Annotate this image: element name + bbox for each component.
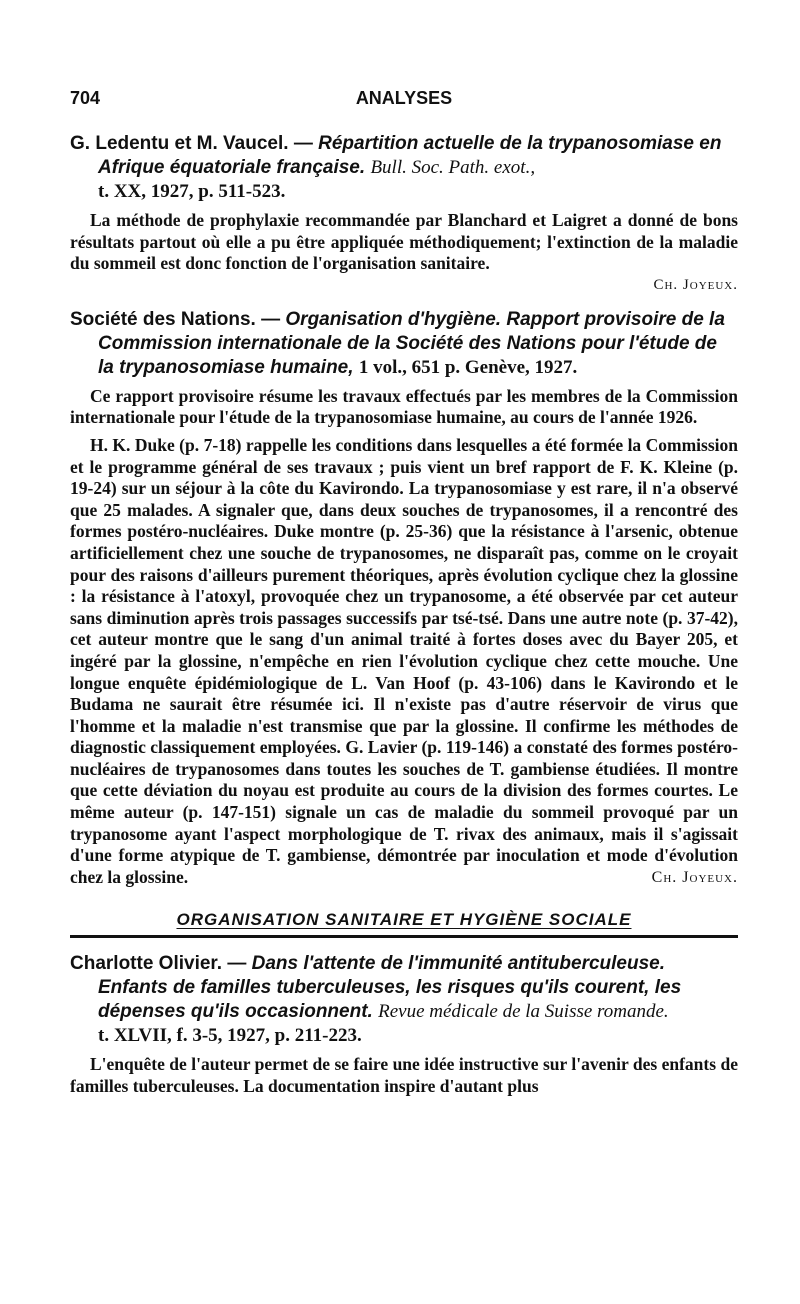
abstract-paragraph: Ce rapport provisoire résume les travaux effectués par les membres de la Commission internationale pour l'étude de la trypanosomiase humaine, au cours de l'année 1926. bbox=[70, 385, 738, 428]
citation-authors: Charlotte Olivier. bbox=[70, 953, 223, 975]
page-header bbox=[70, 88, 738, 118]
journal-page bbox=[70, 88, 738, 1098]
citation-title: Dans l'attente de l'immunité antituberculeuse. Enfants de familles tuberculeuses, les risques qu'ils courent, les dépenses qu'ils occasionnent. bbox=[98, 953, 682, 1023]
abstract-entry bbox=[70, 132, 738, 294]
abstract-paragraph-text: H. K. Duke (p. 7-18) rappelle les conditions dans lesquelles a été formée la Commission et le programme général de ses travaux ; puis vient un bref rapport de F. K. Kleine (p. 19-24) sur un séjour à la côte du Kavirondo. La trypanosomiase y est rare, il n'a observé que 25 malades. A signaler que, dans deux souches de trypanosomes, il a rencontré des formes postéro-nucléaires. Duke montre (p. 25-36) que la résistance à l'arsenic, obtenue artificiellement chez une souche de trypanosomes, ne disparaît pas, comme on le croyait pour des raisons d'ailleurs purement théoriques, après évolution cyclique chez la glossine : la résistance à l'atoxyl, provoquée chez un trypanosome, a été observée par cet auteur sans diminution après trois passages successifs par tsé-tsé. Dans une autre note (p. 37-42), cet auteur montre que le sang d'un animal traité à fortes doses avec du Bayer 205, et ingéré par la glossine, n'empêche en rien l'évolution cyclique chez cette mouche. Une longue enquête épidémiologique de L. Van Hoof (p. 43-106) dans le Kavirondo et le Budama ne saurait être résumée ici. Il n'existe pas d'autre réservoir de virus que l'homme et la maladie n'est transmise que par la glossine. Il confirme les méthodes de diagnostic classiquement employées. G. Lavier (p. 119-146) a constaté des formes postéro-nucléaires de trypanosomes dans toutes les souches de T. gambiense étudiées. Il montre que cette déviation du noyau est produite au cours de la division des formes courtes. Le même auteur (p. 147-151) signale un cas de maladie du sommeil provoqué par un trypanosome ayant l'aspect morphologique de T. rivax des animaux, mais il s'agissait d'une forme atypique de T. gambiense, démontrée par inoculation et mode d'évolution chez la glossine. bbox=[70, 434, 738, 887]
citation-volume: t. XLVII, f. 3-5, 1927, p. 211-223. bbox=[98, 1025, 362, 1047]
running-title: ANALYSES bbox=[355, 88, 453, 108]
citation-dash: — bbox=[288, 133, 319, 154]
abstract-entry bbox=[70, 952, 738, 1097]
citation-dash: — bbox=[222, 953, 252, 975]
reviewer-signature: Ch. Joyeux. bbox=[653, 276, 738, 293]
citation-dash: — bbox=[255, 308, 286, 330]
citation-source: Bull. Soc. Path. exot., bbox=[370, 157, 536, 178]
citation-authors: G. Ledentu et M. Vaucel. bbox=[70, 133, 289, 154]
citation bbox=[70, 952, 738, 1048]
reviewer-signature: Ch. Joyeux. bbox=[651, 868, 738, 886]
abstract-paragraph: La méthode de prophylaxie recommandée par Blanchard et Laigret a donné de bons résultats partout où elle a pu être appliquée méthodiquement; l'extinction de la maladie du sommeil est donc fonction de l'organisation sanitaire. bbox=[70, 210, 738, 274]
abstract-entry bbox=[70, 308, 738, 889]
citation-title: Répartition actuelle de la trypanosomiase en Afrique équatoriale française. bbox=[98, 133, 722, 178]
citation-authors: Société des Nations. bbox=[70, 308, 256, 330]
citation-title: Organisation d'hygiène. Rapport provisoire de la Commission internationale de la Société des Nations pour l'étude de la trypanosomiase humaine, bbox=[98, 308, 725, 378]
page-number: 704 bbox=[70, 88, 101, 108]
abstract-paragraph: L'enquête de l'auteur permet de se faire une idée instructive sur l'avenir des enfants de familles tuberculeuses. La documentation inspire d'autant plus bbox=[70, 1054, 738, 1097]
citation bbox=[70, 132, 738, 204]
citation-volume: t. XX, 1927, p. 511-523. bbox=[98, 181, 286, 202]
citation-source: Revue médicale de la Suisse romande. bbox=[378, 1001, 669, 1023]
section-heading: ORGANISATION SANITAIRE ET HYGIÈNE SOCIALE bbox=[70, 910, 738, 938]
abstract-paragraph bbox=[70, 435, 738, 888]
citation bbox=[70, 308, 738, 380]
citation-volume: 1 vol., 651 p. Genève, 1927. bbox=[358, 356, 578, 378]
